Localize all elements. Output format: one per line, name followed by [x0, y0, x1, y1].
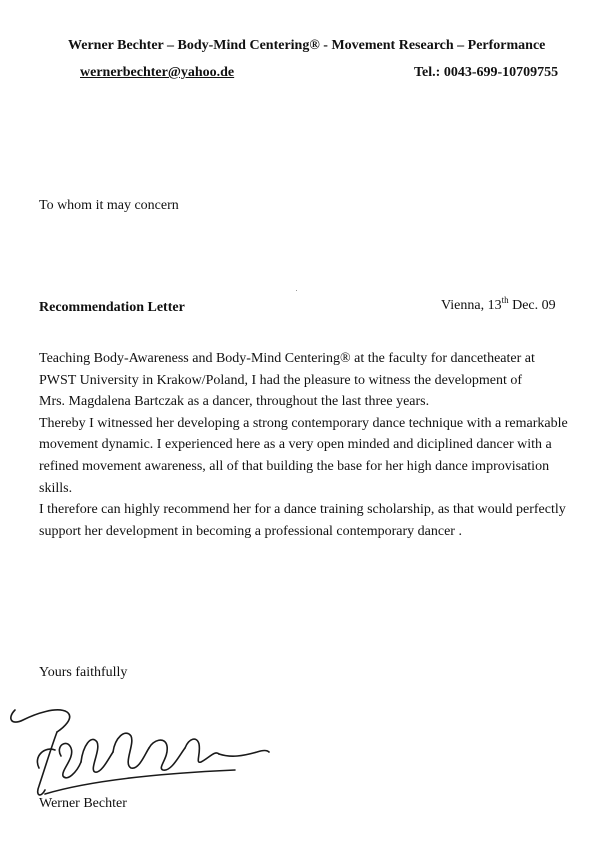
body-line: PWST University in Krakow/Poland, I had the pleasure to witness the development of: [39, 372, 523, 388]
handwritten-signature: [5, 698, 275, 808]
body-line: Thereby I witnessed her developing a strong contemporary dance technique with a remarkable: [39, 415, 568, 431]
letter-body: [39, 348, 609, 542]
date-prefix: Vienna, 13: [441, 298, 502, 313]
closing: Yours faithfully: [39, 665, 128, 680]
body-line: support her development in becoming a professional contemporary dancer .: [39, 523, 462, 539]
letterhead-phone: Tel.: 0043-699-10709755: [414, 65, 559, 80]
salutation: To whom it may concern: [39, 198, 179, 213]
letterhead-title: Werner Bechter – Body-Mind Centering® - Movement Research – Performance: [68, 38, 546, 53]
date-ordinal-suffix: th: [501, 295, 509, 305]
body-line: Teaching Body-Awareness and Body-Mind Centering® at the faculty for dancetheater at: [39, 351, 535, 366]
signer-name: Werner Bechter: [39, 796, 127, 811]
body-line: skills.: [39, 480, 73, 496]
scan-speck: [296, 290, 297, 291]
date-rest: Dec. 09: [508, 298, 556, 313]
letterhead-email: wernerbechter@yahoo.de: [80, 65, 235, 80]
body-line: refined movement awareness, all of that building the base for her high dance improvisation: [39, 458, 550, 474]
body-line: Mrs. Magdalena Bartczak as a dancer, throughout the last three years.: [39, 394, 430, 410]
letter-date: [441, 295, 556, 314]
body-line: I therefore can highly recommend her for a dance training scholarship, as that would perfectly: [39, 502, 566, 518]
body-line: movement dynamic. I experienced here as a very open minded and diciplined dancer with a: [39, 437, 552, 453]
letter-subject: Recommendation Letter: [39, 300, 185, 315]
